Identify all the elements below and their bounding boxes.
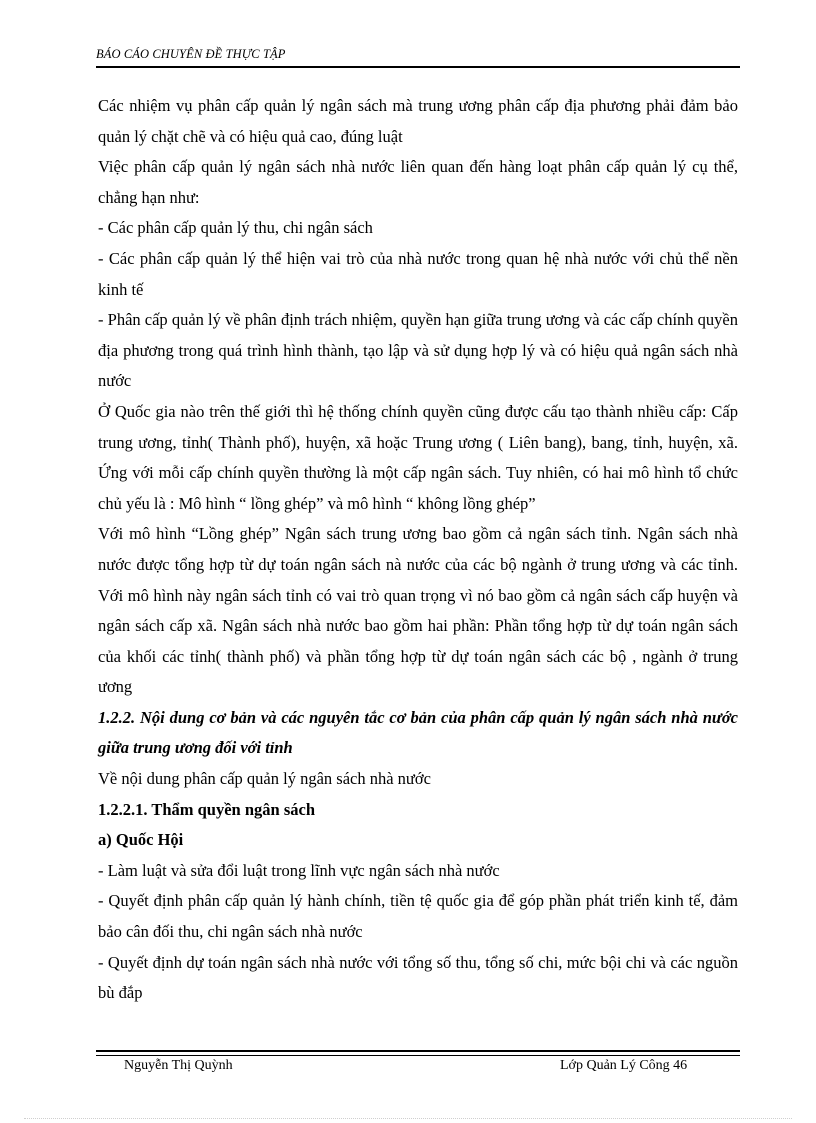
list-item: - Phân cấp quản lý về phân định trách nhiệm, quyền hạn giữa trung ương và các cấp chính quyền địa phương trong quá trình hình thành, tạo lập và sử dụng hợp lý và có hiệu quả ngân sách nhà nước bbox=[98, 310, 738, 391]
footer-author: Nguyễn Thị Quỳnh bbox=[124, 1058, 233, 1073]
footer-class-label: Lớp Quản Lý Công 46 bbox=[560, 1058, 688, 1073]
subsection-heading: 1.2.2.1. Thẩm quyền ngân sách bbox=[98, 799, 316, 819]
list-item: - Làm luật và sửa đổi luật trong lĩnh vực ngân sách nhà nước bbox=[98, 860, 500, 880]
page-header-title: BÁO CÁO CHUYÊN ĐỀ THỰC TẬP bbox=[96, 47, 286, 61]
list-item: - Quyết định phân cấp quản lý hành chính, tiền tệ quốc gia để góp phần phát triển kinh tế, đảm bảo cân đối thu, chi ngân sách nhà nước bbox=[98, 891, 738, 942]
header-divider bbox=[96, 66, 740, 68]
list-item: - Quyết định dự toán ngân sách nhà nước với tổng số thu, tổng số chi, mức bội chi và các nguồn bù đắp bbox=[98, 952, 738, 1003]
footer-divider bbox=[96, 1050, 740, 1056]
list-item: - Các phân cấp quản lý thể hiện vai trò của nhà nước trong quan hệ nhà nước với chủ thể nền kinh tế bbox=[98, 248, 738, 299]
section-intro: Về nội dung phân cấp quản lý ngân sách nhà nước bbox=[98, 769, 431, 789]
paragraph: Việc phân cấp quản lý ngân sách nhà nước liên quan đến hàng loạt phân cấp quản lý cụ thể, chẳng hạn như: bbox=[98, 157, 738, 207]
document-body bbox=[98, 91, 738, 1009]
subsub-heading: a) Quốc Hội bbox=[98, 830, 184, 850]
paragraph: Với mô hình “Lồng ghép” Ngân sách trung ương bao gồm cả ngân sách tỉnh. Ngân sách nhà nước được tổng hợp từ dự toán ngân sách nà nước của các bộ ngành ở trung ương và các tỉnh. Với mô hình này ngân sách tỉnh có vai trò quan trọng vì nó bao gồm cả ngân sách cấp huyện và ngân sách cấp xã. Ngân sách nhà nước bao gồm hai phần: Phần tổng hợp từ dự toán ngân sách của khối các tỉnh( thành phố) và phần tổng hợp từ dự toán ngân sách các bộ , ngành ở trung ương bbox=[98, 524, 738, 697]
section-heading: 1.2.2. Nội dung cơ bản và các nguyên tắc cơ bản của phân cấp quản lý ngân sách nhà nước giữa trung ương đối với tỉnh bbox=[98, 707, 738, 758]
paragraph: Các nhiệm vụ phân cấp quản lý ngân sách mà trung ương phân cấp địa phương phải đảm bảo quản lý chặt chẽ và có hiệu quả cao, đúng luật bbox=[98, 96, 738, 146]
paragraph: Ở Quốc gia nào trên thế giới thì hệ thống chính quyền cũng được cấu tạo thành nhiều cấp: Cấp trung ương, tỉnh( Thành phố), huyện, xã hoặc Trung ương ( Liên bang), bang, tỉnh, huyện, xã. Ứng với mỗi cấp chính quyền thường là một cấp ngân sách. Tuy nhiên, có hai mô hình tổ chức chủ yếu là : Mô hình “ lồng ghép” và mô hình “ không lồng ghép” bbox=[98, 401, 738, 513]
list-item: - Các phân cấp quản lý thu, chi ngân sách bbox=[98, 218, 373, 238]
page-bottom-edge bbox=[24, 1118, 792, 1119]
